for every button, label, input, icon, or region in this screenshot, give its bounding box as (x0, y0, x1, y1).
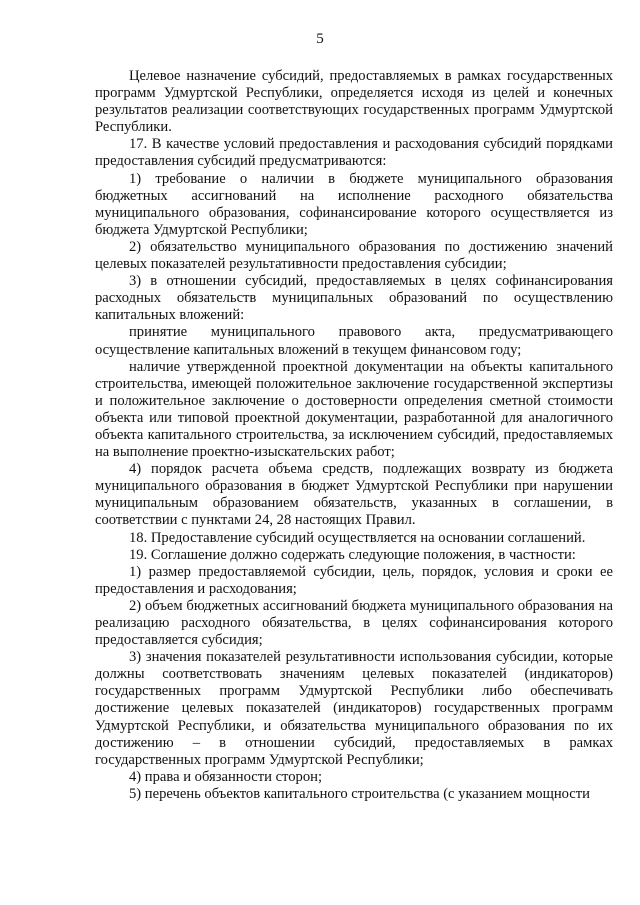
paragraph: 3) значения показателей результативности использования субсидии, которые должны соответствовать значениям целевых показателей (индикаторов) государственных программ Удмуртской Республики либо обеспечивать достижение целевых показателей (индикаторов) государственных программ Удмуртской Республики, и обязательства муниципального образования по их достижению – в отношении субсидий, предоставляемых в рамках государственных программ Удмуртской Республики; (95, 649, 613, 768)
paragraph: 1) требование о наличии в бюджете муниципального образования бюджетных ассигнований на исполнение расходного обязательства муниципального образования, софинансирование которого осуществляется из бюджета Удмуртской Республики; (95, 170, 613, 238)
document-body (95, 68, 613, 803)
paragraph: принятие муниципального правового акта, предусматривающего осуществление капитальных вложений в текущем финансовом году; (95, 324, 613, 358)
paragraph: 2) обязательство муниципального образования по достижению значений целевых показателей результативности предоставления субсидии; (95, 238, 613, 273)
paragraph: 1) размер предоставляемой субсидии, цель, порядок, условия и сроки ее предоставления и расходования; (95, 563, 613, 597)
paragraph: 4) порядок расчета объема средств, подлежащих возврату из бюджета муниципального образования в бюджет Удмуртской Республики при нарушении муниципальным образованием обязательств, указанных в соглашении, в соответствии с пунктами 24, 28 настоящих Правил. (95, 461, 613, 529)
paragraph: 17. В качестве условий предоставления и расходования субсидий порядками предоставления субсидий предусматриваются: (95, 136, 613, 170)
page-number: 5 (316, 31, 324, 47)
paragraph: 18. Предоставление субсидий осуществляется на основании соглашений. (129, 529, 586, 546)
paragraph: 4) права и обязанности сторон; (129, 768, 322, 785)
paragraph: Целевое назначение субсидий, предоставляемых в рамках государственных программ Удмуртской Республики, определяется исходя из целей и конечных результатов реализации соответствующих государственных программ Удмуртской Республики. (95, 68, 613, 136)
paragraph: 3) в отношении субсидий, предоставляемых в целях софинансирования расходных обязательств муниципальных образований по осуществлению капитальных вложений: (95, 273, 613, 324)
paragraph: 19. Соглашение должно содержать следующие положения, в частности: (129, 546, 576, 563)
paragraph: 2) объем бюджетных ассигнований бюджета муниципального образования на реализацию расходного обязательства, в целях софинансирования которого предоставляется субсидия; (95, 597, 613, 649)
paragraph: 5) перечень объектов капитального строительства (с указанием мощности (129, 785, 590, 802)
paragraph: наличие утвержденной проектной документации на объекты капитального строительства, имеющей положительное заключение государственной экспертизы и положительное заключение о достоверности определения сметной стоимости объекта или типовой проектной документации, разработанной для аналогичного объекта капитального строительства, за исключением субсидий, предоставляемых на выполнение проектно-изыскательских работ; (95, 358, 613, 461)
